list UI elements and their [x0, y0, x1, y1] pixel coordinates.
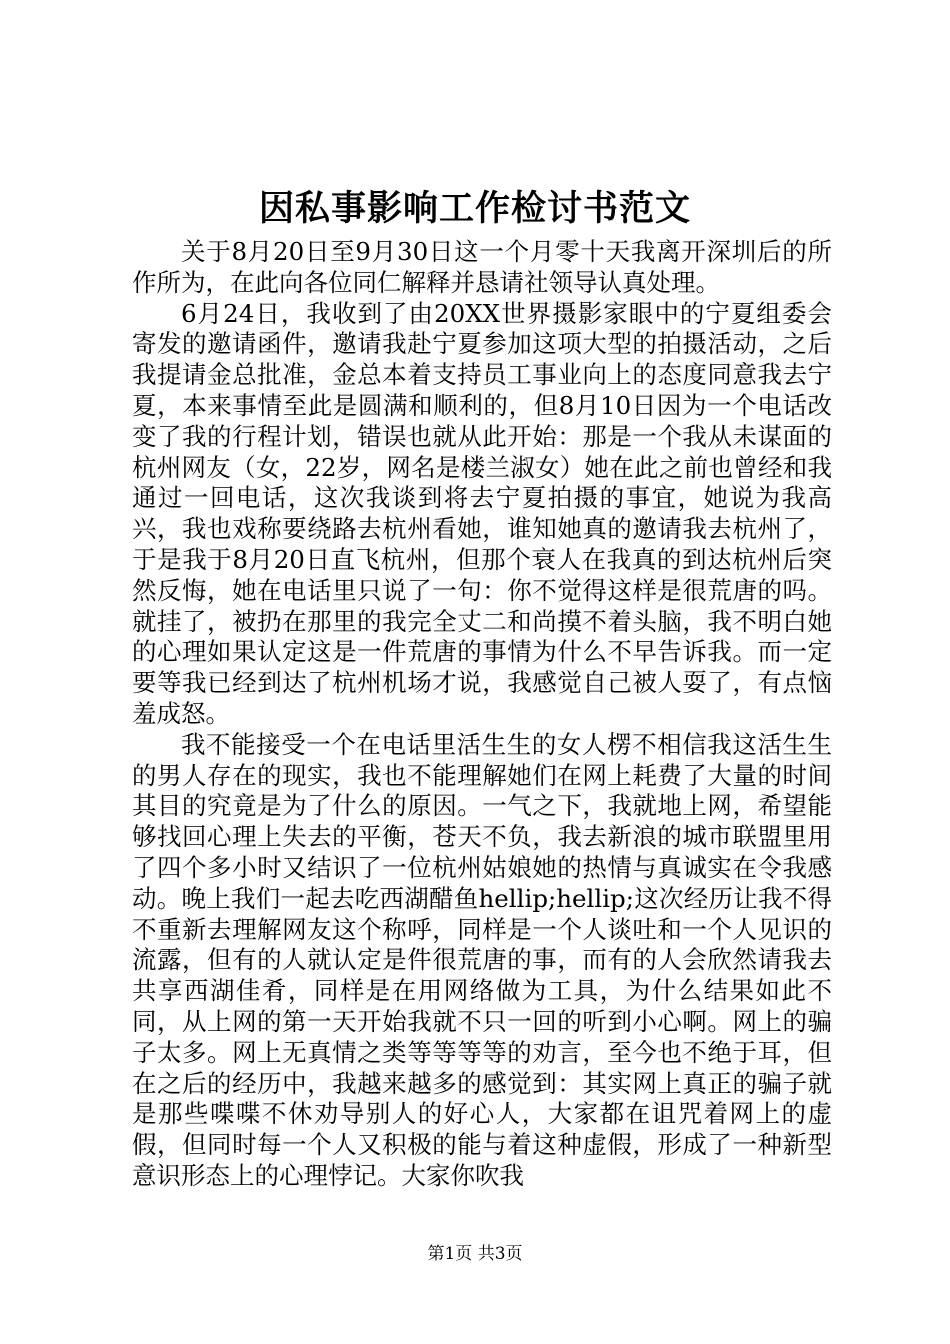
document-title: 因私事影响工作检讨书范文: [258, 188, 691, 229]
page-total: 共3页: [477, 1244, 523, 1264]
page-number: 第1页: [427, 1244, 473, 1264]
paragraph-intro: 关于8月20日至9月30日这一个月零十天我离开深圳后的所作所为，在此向各位同仁解释并恳请社领导认真处理。: [132, 237, 832, 297]
page-footer: [0, 1242, 950, 1266]
document-body: [132, 237, 832, 1192]
paragraph-invitation: 6月24日，我收到了由20XX世界摄影家眼中的宁夏组委会寄发的邀请函件，邀请我赴宁夏参加这项大型的拍摄活动，之后我提请金总批准，金总本着支持员工事业向上的态度同意我去宁夏，本来事情至此是圆满和顺利的，但8月10日因为一个电话改变了我的行程计划，错误也就从此开始：那是一个我从未谋面的杭州网友（女，22岁，网名是楼兰淑女）她在此之前也曾经和我通过一回电话，这次我谈到将去宁夏拍摄的事宜，她说为我高兴，我也戏称要绕路去杭州看她，谁知她真的邀请我去杭州了，于是我于8月20日直飞杭州，但那个衰人在我真的到达杭州后突然反悔，她在电话里只说了一句：你不觉得这样是很荒唐的吗。就挂了，被扔在那里的我完全丈二和尚摸不着头脑，我不明白她的心理如果认定这是一件荒唐的事情为什么不早告诉我。而一定要等我已经到达了杭州机场才说，我感觉自己被人耍了，有点恼羞成怒。: [132, 298, 832, 728]
paragraph-reflection: 我不能接受一个在电话里活生生的女人楞不相信我这活生生的男人存在的现实，我也不能理解她们在网上耗费了大量的时间其目的究竟是为了什么的原因。一气之下，我就地上网，希望能够找回心理上失去的平衡，苍天不负，我去新浪的城市联盟里用了四个多小时又结识了一位杭州姑娘她的热情与真诚实在令我感动。晚上我们一起去吃西湖醋鱼hellip;hellip;这次经历让我不得不重新去理解网友这个称呼，同样是一个人谈吐和一个人见识的流露，但有的人就认定是件很荒唐的事，而有的人会欣然请我去共享西湖佳肴，同样是在用网络做为工具，为什么结果如此不同，从上网的第一天开始我就不只一回的听到小心啊。网上的骗子太多。网上无真情之类等等等等的劝言，至今也不绝于耳，但在之后的经历中，我越来越多的感觉到：其实网上真正的骗子就是那些喋喋不休劝导别人的好心人，大家都在诅咒着网上的虚假，但同时每一个人又积极的能与着这种虚假，形成了一种新型意识形态上的心理悖记。大家你吹我: [132, 729, 832, 1190]
